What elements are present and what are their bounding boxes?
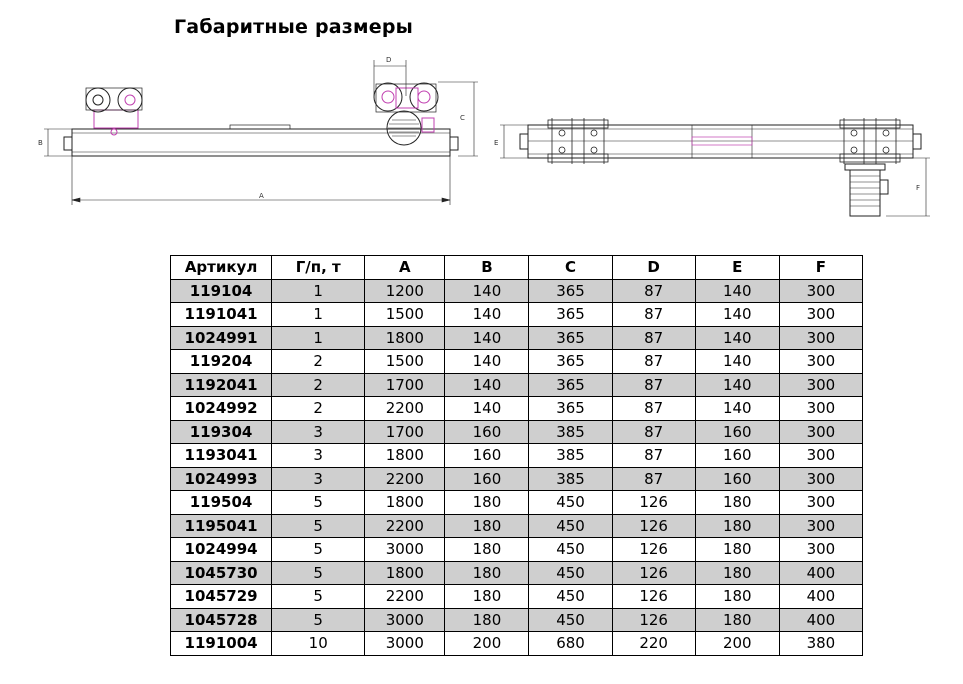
table-cell: 5 bbox=[272, 585, 365, 609]
table-cell: 140 bbox=[695, 326, 779, 350]
table-cell: 300 bbox=[779, 279, 862, 303]
table-cell: 385 bbox=[529, 467, 612, 491]
table-cell: 1800 bbox=[365, 444, 445, 468]
table-cell: 385 bbox=[529, 420, 612, 444]
table-row bbox=[171, 420, 863, 444]
cell-article: 1195041 bbox=[171, 514, 272, 538]
table-cell: 87 bbox=[612, 350, 695, 374]
table-cell: 450 bbox=[529, 538, 612, 562]
table-cell: 300 bbox=[779, 444, 862, 468]
col-header-e: E bbox=[695, 256, 779, 280]
cell-article: 1193041 bbox=[171, 444, 272, 468]
table-cell: 300 bbox=[779, 420, 862, 444]
col-header-f: F bbox=[779, 256, 862, 280]
col-header-a: A bbox=[365, 256, 445, 280]
table-cell: 365 bbox=[529, 397, 612, 421]
motor-top bbox=[845, 164, 888, 216]
cell-article: 1191041 bbox=[171, 303, 272, 327]
table-cell: 180 bbox=[445, 561, 529, 585]
table-cell: 180 bbox=[695, 491, 779, 515]
table-cell: 160 bbox=[695, 420, 779, 444]
dim-label-f: F bbox=[916, 184, 921, 192]
table-cell: 2200 bbox=[365, 467, 445, 491]
table-row bbox=[171, 514, 863, 538]
table-cell: 180 bbox=[695, 514, 779, 538]
table-cell: 2 bbox=[272, 397, 365, 421]
table-cell: 450 bbox=[529, 491, 612, 515]
table-row bbox=[171, 279, 863, 303]
table-cell: 5 bbox=[272, 561, 365, 585]
dimension-b bbox=[44, 129, 72, 156]
table-cell: 140 bbox=[445, 279, 529, 303]
table-row bbox=[171, 397, 863, 421]
cell-article: 1192041 bbox=[171, 373, 272, 397]
table-row bbox=[171, 350, 863, 374]
table-cell: 160 bbox=[695, 444, 779, 468]
table-cell: 140 bbox=[695, 303, 779, 327]
table-cell: 180 bbox=[695, 585, 779, 609]
table-cell: 5 bbox=[272, 538, 365, 562]
cell-article: 119104 bbox=[171, 279, 272, 303]
table-cell: 140 bbox=[445, 303, 529, 327]
table-cell: 2200 bbox=[365, 585, 445, 609]
table-cell: 400 bbox=[779, 585, 862, 609]
table-cell: 140 bbox=[695, 397, 779, 421]
table-cell: 1200 bbox=[365, 279, 445, 303]
table-cell: 300 bbox=[779, 397, 862, 421]
dimension-e bbox=[500, 125, 528, 158]
table-cell: 200 bbox=[445, 632, 529, 656]
table-cell: 365 bbox=[529, 350, 612, 374]
table-cell: 180 bbox=[695, 608, 779, 632]
cell-article: 1024994 bbox=[171, 538, 272, 562]
cell-article: 1191004 bbox=[171, 632, 272, 656]
cell-article: 119204 bbox=[171, 350, 272, 374]
table-cell: 87 bbox=[612, 420, 695, 444]
table-cell: 140 bbox=[445, 373, 529, 397]
table-cell: 87 bbox=[612, 373, 695, 397]
table-cell: 87 bbox=[612, 467, 695, 491]
table-cell: 87 bbox=[612, 303, 695, 327]
table-cell: 160 bbox=[445, 420, 529, 444]
table-cell: 140 bbox=[695, 279, 779, 303]
table-cell: 180 bbox=[445, 585, 529, 609]
table-cell: 2200 bbox=[365, 397, 445, 421]
table-cell: 10 bbox=[272, 632, 365, 656]
table-cell: 450 bbox=[529, 608, 612, 632]
table-cell: 87 bbox=[612, 397, 695, 421]
table-cell: 160 bbox=[445, 444, 529, 468]
table-cell: 300 bbox=[779, 350, 862, 374]
col-header-d: D bbox=[612, 256, 695, 280]
table-cell: 87 bbox=[612, 444, 695, 468]
table-cell: 5 bbox=[272, 491, 365, 515]
table-row bbox=[171, 585, 863, 609]
dimension-d bbox=[374, 60, 406, 96]
table-cell: 1 bbox=[272, 279, 365, 303]
table-cell: 140 bbox=[695, 350, 779, 374]
table-cell: 450 bbox=[529, 514, 612, 538]
table-cell: 1500 bbox=[365, 303, 445, 327]
cell-article: 1024993 bbox=[171, 467, 272, 491]
table-cell: 380 bbox=[779, 632, 862, 656]
cell-article: 119304 bbox=[171, 420, 272, 444]
table-row bbox=[171, 326, 863, 350]
table-cell: 180 bbox=[445, 514, 529, 538]
table-cell: 1 bbox=[272, 303, 365, 327]
table-cell: 3000 bbox=[365, 538, 445, 562]
col-header-c: C bbox=[529, 256, 612, 280]
table-cell: 5 bbox=[272, 514, 365, 538]
cell-article: 119504 bbox=[171, 491, 272, 515]
table-cell: 126 bbox=[612, 561, 695, 585]
table-row bbox=[171, 373, 863, 397]
cell-article: 1024992 bbox=[171, 397, 272, 421]
dimensions-table bbox=[170, 255, 863, 656]
table-cell: 1800 bbox=[365, 561, 445, 585]
table-cell: 126 bbox=[612, 538, 695, 562]
table-cell: 365 bbox=[529, 373, 612, 397]
table-header-row bbox=[171, 256, 863, 280]
table-cell: 140 bbox=[445, 350, 529, 374]
table-cell: 1 bbox=[272, 326, 365, 350]
table-cell: 300 bbox=[779, 514, 862, 538]
table-row bbox=[171, 561, 863, 585]
table-cell: 680 bbox=[529, 632, 612, 656]
table-cell: 3 bbox=[272, 467, 365, 491]
table-cell: 1700 bbox=[365, 373, 445, 397]
cell-article: 1045729 bbox=[171, 585, 272, 609]
table-cell: 87 bbox=[612, 279, 695, 303]
table-cell: 300 bbox=[779, 538, 862, 562]
cell-article: 1045728 bbox=[171, 608, 272, 632]
table-cell: 1800 bbox=[365, 491, 445, 515]
table-cell: 5 bbox=[272, 608, 365, 632]
cell-article: 1045730 bbox=[171, 561, 272, 585]
table-cell: 365 bbox=[529, 303, 612, 327]
table-cell: 220 bbox=[612, 632, 695, 656]
table-cell: 300 bbox=[779, 303, 862, 327]
table-cell: 400 bbox=[779, 608, 862, 632]
table-cell: 2 bbox=[272, 373, 365, 397]
table-cell: 180 bbox=[445, 538, 529, 562]
table-row bbox=[171, 538, 863, 562]
page-title: Габаритные размеры bbox=[174, 16, 414, 38]
table-cell: 2200 bbox=[365, 514, 445, 538]
dim-label-b: B bbox=[38, 139, 43, 147]
table-cell: 365 bbox=[529, 279, 612, 303]
table-row bbox=[171, 444, 863, 468]
table-cell: 180 bbox=[445, 608, 529, 632]
table-cell: 140 bbox=[695, 373, 779, 397]
table-row bbox=[171, 491, 863, 515]
table-cell: 300 bbox=[779, 373, 862, 397]
table-cell: 180 bbox=[695, 561, 779, 585]
col-header-b: B bbox=[445, 256, 529, 280]
table-cell: 180 bbox=[695, 538, 779, 562]
table-cell: 385 bbox=[529, 444, 612, 468]
cell-article: 1024991 bbox=[171, 326, 272, 350]
technical-drawing bbox=[0, 0, 963, 240]
table-cell: 400 bbox=[779, 561, 862, 585]
table-cell: 3000 bbox=[365, 608, 445, 632]
table-row bbox=[171, 632, 863, 656]
dim-label-d: D bbox=[386, 56, 392, 64]
table-cell: 126 bbox=[612, 491, 695, 515]
table-cell: 1500 bbox=[365, 350, 445, 374]
table-cell: 160 bbox=[695, 467, 779, 491]
col-header-article: Артикул bbox=[171, 256, 272, 280]
table-cell: 365 bbox=[529, 326, 612, 350]
table-cell: 200 bbox=[695, 632, 779, 656]
table-cell: 3 bbox=[272, 444, 365, 468]
table-cell: 140 bbox=[445, 326, 529, 350]
table-cell: 87 bbox=[612, 326, 695, 350]
table-row bbox=[171, 303, 863, 327]
dim-label-e: E bbox=[494, 139, 499, 147]
col-header-capacity: Г/п, т bbox=[272, 256, 365, 280]
table-cell: 140 bbox=[445, 397, 529, 421]
table-cell: 1700 bbox=[365, 420, 445, 444]
table-cell: 3 bbox=[272, 420, 365, 444]
left-trolley bbox=[86, 88, 142, 135]
table-cell: 126 bbox=[612, 608, 695, 632]
table-cell: 450 bbox=[529, 585, 612, 609]
table-cell: 300 bbox=[779, 491, 862, 515]
table-cell: 180 bbox=[445, 491, 529, 515]
dimension-f bbox=[886, 158, 930, 216]
table-cell: 160 bbox=[445, 467, 529, 491]
table-cell: 126 bbox=[612, 514, 695, 538]
table-cell: 3000 bbox=[365, 632, 445, 656]
table-row bbox=[171, 467, 863, 491]
dim-label-c: C bbox=[460, 114, 465, 122]
table-cell: 2 bbox=[272, 350, 365, 374]
table-cell: 1800 bbox=[365, 326, 445, 350]
table-cell: 450 bbox=[529, 561, 612, 585]
table-cell: 126 bbox=[612, 585, 695, 609]
table-row bbox=[171, 608, 863, 632]
table-cell: 300 bbox=[779, 467, 862, 491]
dim-label-a: A bbox=[259, 192, 264, 200]
table-cell: 300 bbox=[779, 326, 862, 350]
